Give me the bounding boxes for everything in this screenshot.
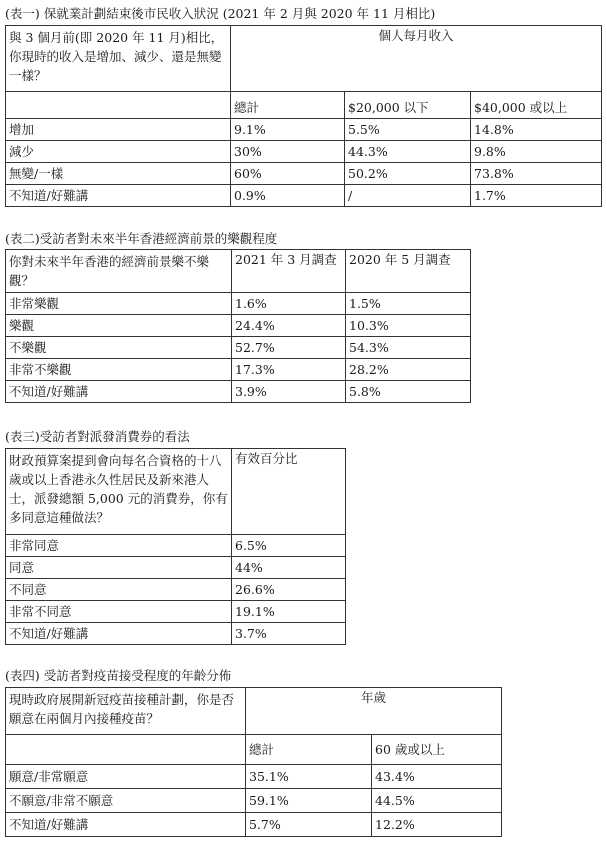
cell-value: 44% [232, 557, 346, 579]
row-label: 不樂觀 [6, 337, 232, 359]
table1-question: 與 3 個月前(即 2020 年 11 月)相比，你現時的收入是增加、減少、還是無變一樣？ [6, 26, 231, 92]
table-row [6, 141, 602, 163]
cell-value: 60% [231, 163, 345, 185]
table-row [6, 381, 471, 403]
cell-value: 50.2% [345, 163, 471, 185]
table3-caption: (表三)受訪者對派發消費券的看法 [5, 429, 190, 444]
row-label: 無變/一樣 [6, 163, 231, 185]
table4-header-blank [6, 735, 246, 765]
cell-value: 54.3% [346, 337, 471, 359]
cell-value: 30% [231, 141, 345, 163]
table2-column-header: 2020 年 5 月調查 [346, 250, 471, 293]
cell-value: 17.3% [232, 359, 346, 381]
row-label: 不願意/非常不願意 [6, 789, 246, 813]
table2-column-header: 2021 年 3 月調查 [232, 250, 346, 293]
row-label: 不知道/好難講 [6, 623, 232, 645]
cell-value: 5.5% [345, 119, 471, 141]
table2-economic-outlook [5, 249, 471, 403]
table4-question: 現時政府展開新冠疫苗接種計劃，你是否願意在兩個月內接種疫苗？ [6, 688, 246, 735]
cell-value: 3.9% [232, 381, 346, 403]
table-row [6, 359, 471, 381]
cell-value: 10.3% [346, 315, 471, 337]
table-row [6, 813, 502, 837]
table1-column-header: 總計 [231, 92, 345, 119]
table-row [6, 601, 346, 623]
table1-header-blank [6, 92, 231, 119]
cell-value: 0.9% [231, 185, 345, 207]
row-label: 同意 [6, 557, 232, 579]
table-row [6, 293, 471, 315]
row-label: 非常不樂觀 [6, 359, 232, 381]
cell-value: 5.8% [346, 381, 471, 403]
table1-column-header: $20,000 以下 [345, 92, 471, 119]
cell-value: 19.1% [232, 601, 346, 623]
cell-value: 9.1% [231, 119, 345, 141]
table-row [6, 119, 602, 141]
table4-vaccine-acceptance [5, 687, 502, 837]
table3-consumption-voucher [5, 448, 346, 645]
cell-value: 1.7% [471, 185, 602, 207]
row-label: 非常樂觀 [6, 293, 232, 315]
table-row [6, 535, 346, 557]
table-row [6, 579, 346, 601]
cell-value: 24.4% [232, 315, 346, 337]
row-label: 減少 [6, 141, 231, 163]
row-label: 非常不同意 [6, 601, 232, 623]
cell-value: 44.3% [345, 141, 471, 163]
table4-caption: (表四) 受訪者對疫苗接受程度的年齡分佈 [5, 668, 232, 683]
row-label: 不同意 [6, 579, 232, 601]
cell-value: 35.1% [246, 765, 372, 789]
table-row [6, 765, 502, 789]
table-row [6, 315, 471, 337]
cell-value: 3.7% [232, 623, 346, 645]
table-row [6, 163, 602, 185]
table1-group-header: 個人每月收入 [231, 26, 602, 92]
cell-value: 44.5% [372, 789, 502, 813]
cell-value: 1.6% [232, 293, 346, 315]
cell-value: 52.7% [232, 337, 346, 359]
cell-value: 43.4% [372, 765, 502, 789]
table-row [6, 557, 346, 579]
table4-column-header: 60 歲或以上 [372, 735, 502, 765]
cell-value: 14.8% [471, 119, 602, 141]
row-label: 樂觀 [6, 315, 232, 337]
table4-group-header: 年歲 [246, 688, 502, 735]
cell-value: / [345, 185, 471, 207]
row-label: 不知道/好難講 [6, 381, 232, 403]
table3-column-header: 有效百分比 [232, 449, 346, 535]
row-label: 不知道/好難講 [6, 185, 231, 207]
row-label: 願意/非常願意 [6, 765, 246, 789]
cell-value: 1.5% [346, 293, 471, 315]
row-label: 增加 [6, 119, 231, 141]
table-row [6, 623, 346, 645]
table1-column-header: $40,000 或以上 [471, 92, 602, 119]
row-label: 不知道/好難講 [6, 813, 246, 837]
table1-income-change [5, 25, 602, 207]
cell-value: 73.8% [471, 163, 602, 185]
table3-question: 財政預算案提到會向每名合資格的十八歲或以上香港永久性居民及新來港人士，派發總額 5,000 元的消費券，你有多同意這種做法？ [6, 449, 232, 535]
table-row [6, 337, 471, 359]
cell-value: 26.6% [232, 579, 346, 601]
cell-value: 5.7% [246, 813, 372, 837]
row-label: 非常同意 [6, 535, 232, 557]
table2-caption: (表二)受訪者對未來半年香港經濟前景的樂觀程度 [5, 231, 278, 246]
cell-value: 6.5% [232, 535, 346, 557]
cell-value: 28.2% [346, 359, 471, 381]
table1-caption: (表一) 保就業計劃結束後市民收入狀況 (2021 年 2 月與 2020 年 11 月相比) [5, 6, 436, 21]
table-row [6, 185, 602, 207]
cell-value: 9.8% [471, 141, 602, 163]
cell-value: 59.1% [246, 789, 372, 813]
cell-value: 12.2% [372, 813, 502, 837]
table-row [6, 789, 502, 813]
table2-question: 你對未來半年香港的經濟前景樂不樂觀？ [6, 250, 232, 293]
table4-column-header: 總計 [246, 735, 372, 765]
